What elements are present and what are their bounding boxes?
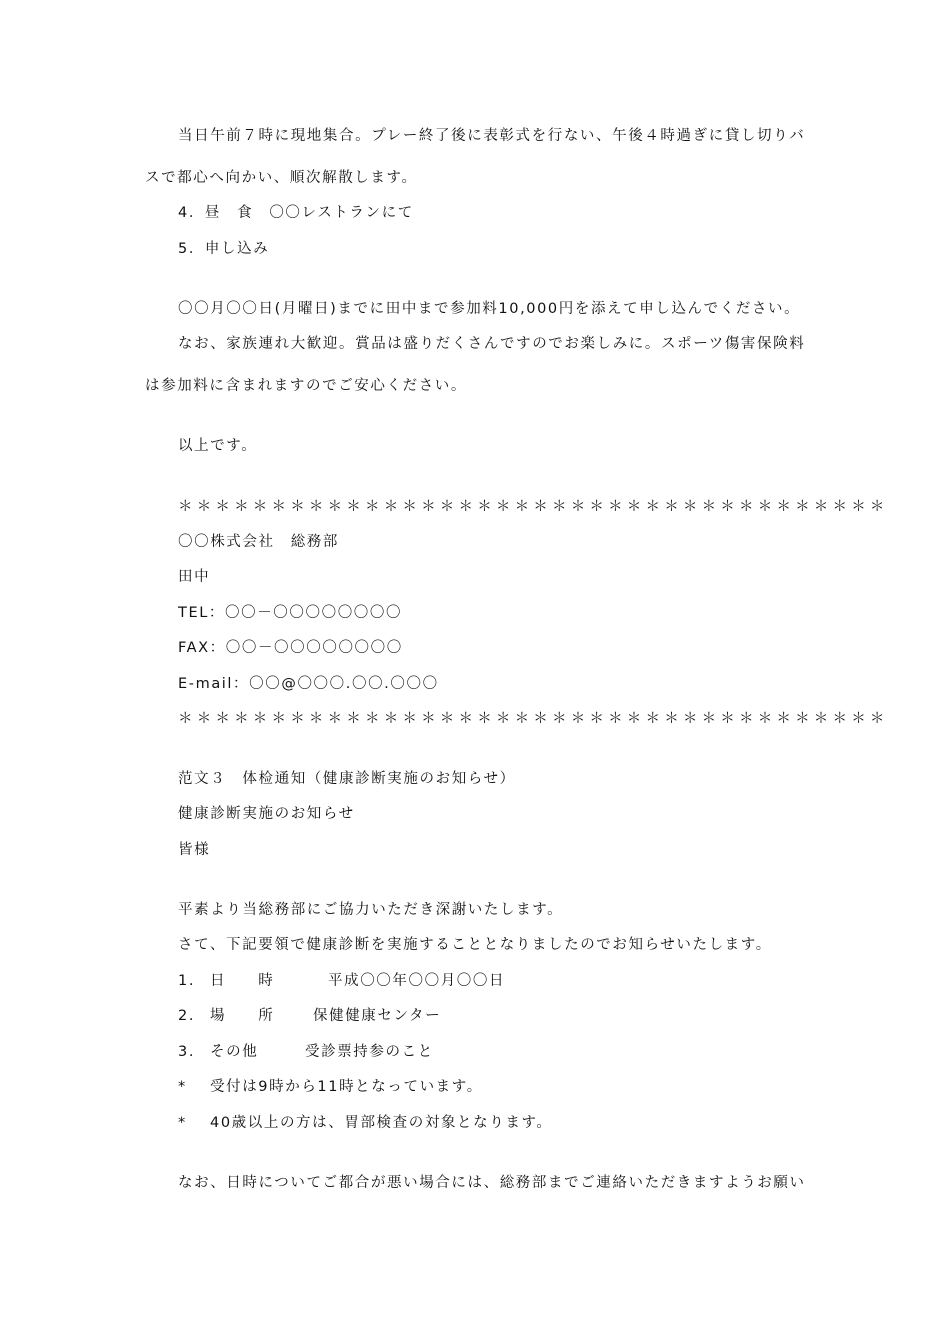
closing-text: 以上です。 [178, 438, 258, 454]
application-note-line-1: なお、家族連れ大歓迎。賞品は盛りだくさんですのでお楽しみに。スポーツ傷害保険料 [178, 336, 806, 352]
detail-number: 3. [178, 1044, 196, 1060]
note-bullet: * [178, 1079, 187, 1095]
intro-line-1: 当日午前７時に現地集合。プレー終了後に表彰式を行ない、午後４時過ぎに貸し切りバ [178, 128, 806, 144]
application-note-line-2: は参加料に含まれますのでご安心ください。 [145, 378, 467, 394]
sample3-salutation: 皆様 [178, 842, 211, 858]
detail-value: 保健健康センター [313, 1008, 442, 1024]
application-deadline: 〇〇月〇〇日(月曜日)までに田中まで参加料10,000円を添えて申し込んでください。 [178, 301, 801, 317]
note-bullet: * [178, 1115, 187, 1131]
item-lunch: 4．昼 食 〇〇レストランにて [178, 205, 414, 221]
signature-company: 〇〇株式会社 総務部 [178, 534, 339, 550]
note-text: 受付は9時から11時となっています。 [210, 1079, 483, 1095]
sample3-title: 健康診断実施のお知らせ [178, 806, 355, 822]
detail-number: 2. [178, 1008, 196, 1024]
detail-label: その他 [210, 1044, 259, 1060]
signature-name: 田中 [178, 569, 211, 585]
item-apply: 5．申し込み [178, 241, 270, 257]
detail-value: 平成〇〇年〇〇月〇〇日 [328, 973, 506, 989]
signature-border-bottom: ＊＊＊＊＊＊＊＊＊＊＊＊＊＊＊＊＊＊＊＊＊＊＊＊＊＊＊＊＊＊＊＊＊＊＊＊＊＊ [178, 711, 889, 727]
sample3-purpose: さて、下記要領で健康診断を実施することとなりましたのでお知らせいたします。 [178, 937, 772, 953]
signature-border-top: ＊＊＊＊＊＊＊＊＊＊＊＊＊＊＊＊＊＊＊＊＊＊＊＊＊＊＊＊＊＊＊＊＊＊＊＊＊＊ [178, 499, 889, 515]
signature-tel: TEL：〇〇－〇〇〇〇〇〇〇〇 [178, 605, 403, 621]
detail-value: 受診票持参のこと [305, 1044, 434, 1060]
sample3-greeting: 平素より当総務部にご協力いただき深謝いたします。 [178, 902, 564, 918]
sample3-heading: 范文３ 体检通知（健康診断実施のお知らせ） [178, 771, 516, 787]
detail-label: 場 所 [210, 1008, 275, 1024]
signature-email: E-mail：〇〇@〇〇〇.〇〇.〇〇〇 [178, 676, 439, 692]
sample3-final-line: なお、日時についてご都合が悪い場合には、総務部までご連絡いただきますようお願い [178, 1175, 806, 1191]
detail-number: 1. [178, 973, 196, 989]
detail-label: 日 時 [210, 973, 275, 989]
signature-fax: FAX：〇〇－〇〇〇〇〇〇〇〇 [178, 640, 403, 656]
intro-line-2: スで都心へ向かい、順次解散します。 [145, 170, 418, 186]
note-text: 40歳以上の方は、胃部検査の対象となります。 [210, 1115, 553, 1131]
